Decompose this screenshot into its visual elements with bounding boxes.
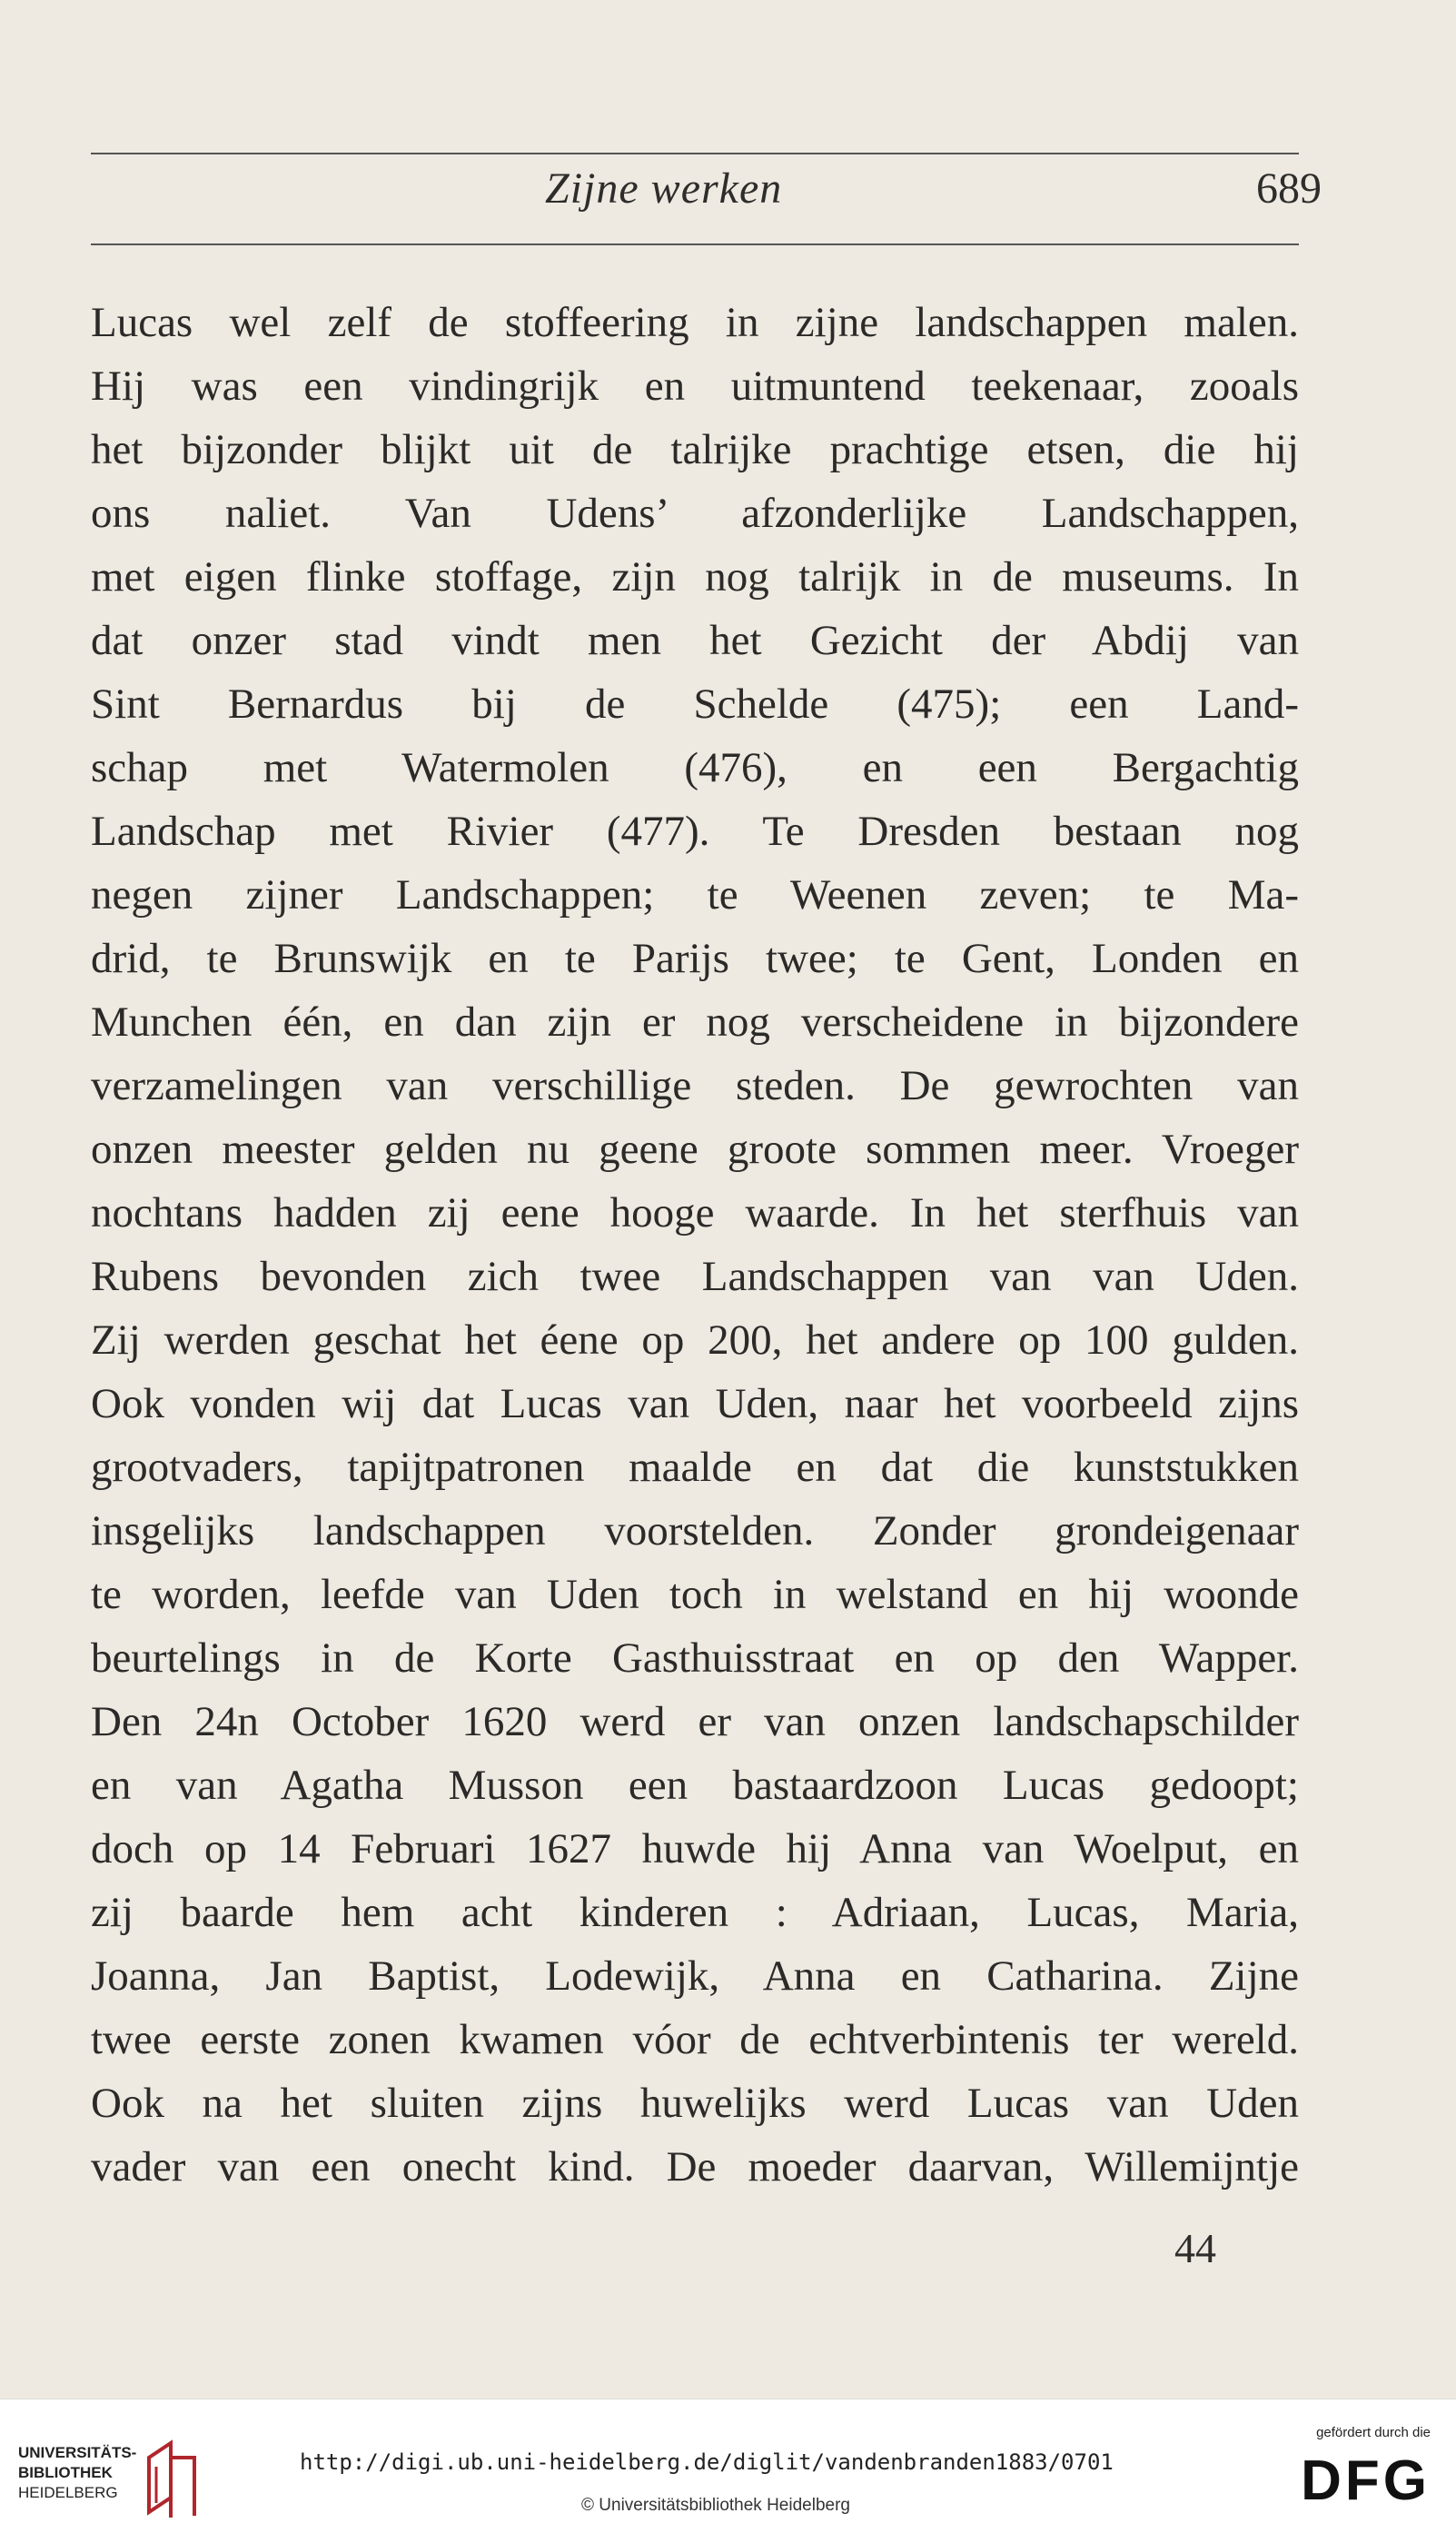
text-line: ons naliet. Van Udens’ afzonderlijke Landschappen, bbox=[91, 490, 1299, 537]
text-line: met eigen flinke stoffage, zijn nog talrijk in de museums. In bbox=[91, 553, 1299, 601]
text-line: zij baarde hem acht kinderen : Adriaan, Lucas, Maria, bbox=[91, 1889, 1299, 1936]
text-line: schap met Watermolen (476), en een Bergachtig bbox=[91, 744, 1299, 791]
header-rule-bottom bbox=[91, 243, 1299, 245]
text-line: Landschap met Rivier (477). Te Dresden bestaan nog bbox=[91, 808, 1299, 855]
dfg-logo: DFG bbox=[1301, 2449, 1431, 2512]
text-line: Lucas wel zelf de stoffeering in zijne landschappen malen. bbox=[91, 299, 1299, 346]
text-line: het bijzonder blijkt uit de talrijke prachtige etsen, die hij bbox=[91, 426, 1299, 473]
text-line: Ook na het sluiten zijns huwelijks werd Lucas van Uden bbox=[91, 2080, 1299, 2127]
library-logo-icon bbox=[144, 2439, 202, 2525]
text-line: Sint Bernardus bij de Schelde (475); een Land- bbox=[91, 680, 1299, 728]
text-line: Joanna, Jan Baptist, Lodewijk, Anna en Catharina. Zijne bbox=[91, 1952, 1299, 2000]
text-line: grootvaders, tapijtpatronen maalde en dat die kunststukken bbox=[91, 1444, 1299, 1491]
signature-mark: 44 bbox=[1174, 2225, 1216, 2271]
library-name bbox=[18, 2443, 136, 2503]
footer-copyright: © Universitätsbibliothek Heidelberg bbox=[581, 2496, 850, 2515]
text-line: en van Agatha Musson een bastaardzoon Lucas gedoopt; bbox=[91, 1762, 1299, 1809]
page-number: 689 bbox=[1256, 164, 1322, 213]
library-name-line1: UNIVERSITÄTS- bbox=[18, 2444, 137, 2461]
text-line: verzamelingen van verschillige steden. De gewrochten van bbox=[91, 1062, 1299, 1109]
text-line: beurtelings in de Korte Gasthuisstraat en op den Wapper. bbox=[91, 1634, 1299, 1682]
text-line: te worden, leefde van Uden toch in welstand en hij woonde bbox=[91, 1571, 1299, 1618]
header-rule-top bbox=[91, 153, 1299, 154]
text-line: Hij was een vindingrijk en uitmuntend teekenaar, zooals bbox=[91, 363, 1299, 410]
text-line: Den 24n October 1620 werd er van onzen landschapschilder bbox=[91, 1698, 1299, 1745]
text-line: vader van een onecht kind. De moeder daarvan, Willemijntje bbox=[91, 2143, 1299, 2190]
footer-bar bbox=[0, 2399, 1456, 2543]
footer-url-link[interactable]: http://digi.ub.uni-heidelberg.de/diglit/vandenbranden1883/0701 bbox=[300, 2449, 1114, 2475]
text-line: twee eerste zonen kwamen vóor de echtverbintenis ter wereld. bbox=[91, 2016, 1299, 2063]
text-line: doch op 14 Februari 1627 huwde hij Anna van Woelput, en bbox=[91, 1825, 1299, 1872]
running-title: Zijne werken bbox=[545, 164, 783, 213]
text-line: negen zijner Landschappen; te Weenen zeven; te Ma- bbox=[91, 871, 1299, 919]
text-line: nochtans hadden zij eene hooge waarde. In het sterfhuis van bbox=[91, 1189, 1299, 1237]
text-line: Ook vonden wij dat Lucas van Uden, naar het voorbeeld zijns bbox=[91, 1380, 1299, 1427]
text-line: Zij werden geschat het éene op 200, het andere op 100 gulden. bbox=[91, 1316, 1299, 1364]
text-line: onzen meester gelden nu geene groote sommen meer. Vroeger bbox=[91, 1126, 1299, 1173]
text-line: Rubens bevonden zich twee Landschappen van van Uden. bbox=[91, 1253, 1299, 1300]
text-line: Munchen één, en dan zijn er nog verscheidene in bijzondere bbox=[91, 998, 1299, 1046]
library-name-line3: HEIDELBERG bbox=[18, 2484, 118, 2501]
text-line: insgelijks landschappen voorstelden. Zonder grondeigenaar bbox=[91, 1507, 1299, 1555]
text-line: drid, te Brunswijk en te Parijs twee; te Gent, Londen en bbox=[91, 935, 1299, 982]
text-line: dat onzer stad vindt men het Gezicht der Abdij van bbox=[91, 617, 1299, 664]
library-name-line2: BIBLIOTHEK bbox=[18, 2464, 113, 2481]
body-text bbox=[91, 291, 1299, 2199]
funded-by-label: gefördert durch die bbox=[1316, 2425, 1431, 2440]
